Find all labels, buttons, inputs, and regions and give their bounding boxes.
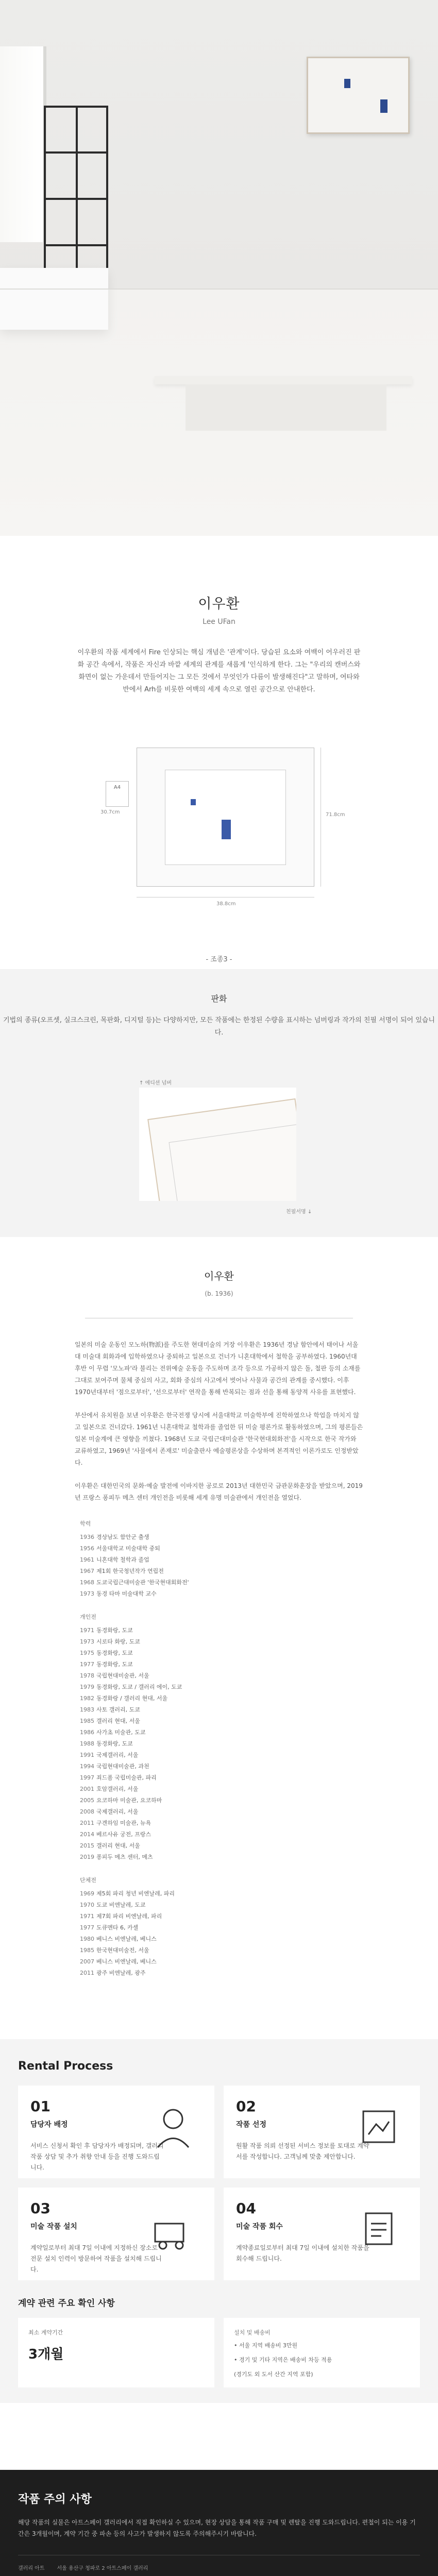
cv-year: 1968 (80, 1579, 94, 1586)
cv-row (80, 1728, 358, 1737)
cv-year: 2007 (80, 1958, 94, 1965)
profile-name: 이우환 (204, 1270, 234, 1282)
cv-text: 도큐멘타 6, 카셀 (96, 1924, 139, 1931)
min-period-box (18, 2318, 214, 2387)
detail-photo (139, 1088, 296, 1201)
cv-year: 1977 (80, 1661, 94, 1668)
cv-text: 시로타 화랑, 도쿄 (96, 1638, 140, 1645)
cv-text: 국립현대미술관, 과천 (96, 1763, 149, 1770)
size-diagram (0, 696, 438, 969)
min-period-value: 3개월 (28, 2347, 64, 2362)
step-number: 01 (30, 2098, 50, 2115)
step-icon (147, 2203, 199, 2255)
rental-title: Rental Process (18, 2060, 113, 2073)
cv-text: 퐁피두 메츠 센터, 메츠 (96, 1854, 153, 1860)
cv-text: 경상남도 함안군 출생 (96, 1534, 149, 1540)
cv-text: 동경화랑, 도쿄 (96, 1650, 133, 1656)
cv-year: 1977 (80, 1924, 94, 1931)
cv-text: 죄드폼 국립미술관, 파리 (96, 1774, 157, 1781)
cv-text: 호암갤러리, 서울 (96, 1786, 139, 1792)
step-number: 03 (30, 2200, 50, 2217)
cv-year: 1936 (80, 1534, 94, 1540)
blue-mark (191, 799, 196, 805)
window (0, 46, 46, 242)
sofa (0, 268, 108, 330)
cv-year: 1973 (80, 1590, 94, 1597)
cv-text: 도쿄국립근대미술관 '한국현대회화전' (96, 1579, 189, 1586)
profile-years: (b. 1936) (205, 1290, 233, 1297)
step-icon (353, 2203, 405, 2255)
cv-year: 1986 (80, 1729, 94, 1736)
cv-section-title: 개인전 (80, 1614, 96, 1620)
cv-row (80, 1705, 358, 1714)
cv-text: 사토 갤러리, 도쿄 (96, 1706, 140, 1713)
step-card (18, 2086, 214, 2178)
cv-year: 2014 (80, 1831, 94, 1838)
cv-year: 1980 (80, 1936, 94, 1942)
artist-description: 이우환의 작품 세계에서 Fire 인상되는 핵심 개념은 '관계'이다. 당습된 요소와 여백이 어우러진 판화 공간 속에서, 작품은 자신과 바깥 세계의 관계를 새롭게 '인식하게 한다. 그는 "우리의 캔버스와 화면이 없는 가운데서 만들어지는 그 모든 것에서 무엇인가 다름이 발생해진다"고 말하며, 여타와 반에서 Arh를 비롯한 여백의 세계 속으로 열린 공간으로 안내한다. (77, 649, 361, 693)
cv-year: 1994 (80, 1763, 94, 1770)
cv-year: 1983 (80, 1706, 94, 1713)
cv-year: 2008 (80, 1808, 94, 1815)
cv-year: 1985 (80, 1718, 94, 1724)
cv-text: 베니스 비엔날레, 베니스 (96, 1936, 157, 1942)
blue-mark (222, 820, 231, 839)
detail-text: 기법의 종류(오프셋, 실크스크린, 목판화, 디지털 등)는 다양하지만, 모든 작품에는 한정된 수량을 표시하는 넘버링과 작가의 친필 서명이 되어 있습니다. (3, 1016, 435, 1037)
artist-name: 이우환 (198, 596, 240, 612)
cv-year: 1991 (80, 1752, 94, 1758)
cv-row (80, 1785, 358, 1793)
cv-row (80, 1739, 358, 1748)
cv-row (80, 1544, 358, 1553)
cv-text: 갤러리 현대, 서울 (96, 1718, 140, 1724)
cv-row (80, 1969, 358, 1977)
step-desc: 원활 작품 의뢰 선정된 서비스 정보를 토대로 계약서를 작성합니다. 고객님께 맞춤 제안합니다. (236, 2142, 369, 2160)
cv-text: 제7회 파리 비엔날레, 파리 (96, 1913, 162, 1920)
inner-mat (165, 770, 286, 865)
cv-row (80, 1660, 358, 1669)
notice-title: 작품 주의 사항 (18, 2493, 92, 2506)
cv-row (80, 1626, 358, 1635)
cv-row (80, 1946, 358, 1955)
cv-year: 1971 (80, 1913, 94, 1920)
step-desc: 계약일로부터 최대 7일 이내에 지정하신 장소로 전문 설치 인력이 방문하여 작품을 설치해 드립니다. (30, 2244, 162, 2273)
cv-text: 국제갤러리, 서울 (96, 1808, 139, 1815)
cv-text: 동경화랑, 도쿄 (96, 1661, 133, 1668)
cv-row (80, 1819, 358, 1827)
cv-year: 1988 (80, 1740, 94, 1747)
cv-text: 도쿄 비엔날레, 도쿄 (96, 1902, 146, 1908)
cv-row (80, 1901, 358, 1909)
detail-heading: 판화 (211, 994, 227, 1004)
cv-row (80, 1853, 358, 1861)
cv-text: 동경 타마 미술대학 교수 (96, 1590, 157, 1597)
artwork-room-image (0, 0, 438, 536)
cv-row (80, 1649, 358, 1657)
bio-paragraph: 부산에서 유치원을 보낸 이우환은 한국전쟁 당시에 서울대학교 미술학부에 진학하였으나 학업을 마치지 않고 일본으로 건너갔다. 1961년 니혼대학교 철학과를 졸업한 뒤 미술 평론가로 활동하였으며, 그의 평론들은 일본 미술계에 큰 영향을 끼쳤다. 1968년 도쿄 국립근대미술관 '한국현대회화전'을 시작으로 한국 작가와 교류하였고, 1969년 '사물에서 존재로' 미술출판사 예술평론상을 수상하며 본격적인 이론가로도 인정받았다. (75, 1412, 363, 1466)
edition-label: ↑ 에디션 넘버 (139, 1080, 172, 1086)
cv-year: 2005 (80, 1797, 94, 1804)
rental-process (0, 2039, 438, 2403)
cv-row (80, 1578, 358, 1587)
step-title: 미술 작품 설치 (30, 2223, 77, 2231)
fee-line: (경기도 외 도서 산간 지역 포함) (234, 2371, 313, 2378)
cv-year: 1985 (80, 1947, 94, 1954)
cv-row (80, 1796, 358, 1805)
cv-text: 서울대학교 미술대학 중퇴 (96, 1545, 160, 1552)
cv-row (80, 1923, 358, 1932)
print-detail (0, 969, 438, 1237)
table (155, 376, 412, 384)
cv-text: 제5회 파리 청년 비엔날레, 파리 (96, 1890, 175, 1897)
cv-text: 갤러리 현대, 서울 (96, 1842, 140, 1849)
step-desc: 계약종료일로부터 최대 7일 이내에 설치한 작품을 회수해 드립니다. (236, 2244, 369, 2262)
cv-row (80, 1889, 358, 1898)
cv-row (80, 1694, 358, 1703)
cv-row (80, 1751, 358, 1759)
cv-year: 2015 (80, 1842, 94, 1849)
cv-section-title: 단체전 (80, 1877, 96, 1884)
cv-text: 사가초 미술관, 도쿄 (96, 1729, 146, 1736)
cv-row (80, 1935, 358, 1943)
cv-section-title: 학력 (80, 1520, 91, 1527)
cv-row (80, 1671, 358, 1680)
cv-row (80, 1957, 358, 1966)
cv-year: 2011 (80, 1970, 94, 1976)
cv-text: 베니스 비엔날레, 베니스 (96, 1958, 157, 1965)
cv-row (80, 1567, 358, 1575)
signature-label: 친필서명 ↓ (286, 1209, 312, 1215)
footer-text: 갤러리 아트 (18, 2566, 45, 2571)
cv-year: 1978 (80, 1672, 94, 1679)
cv-year: 1970 (80, 1902, 94, 1908)
cv-row (80, 1683, 358, 1691)
step-number: 02 (236, 2098, 256, 2115)
cv-row (80, 1807, 358, 1816)
a4-swatch: A4 (106, 781, 129, 807)
cv-text: 구겐하임 미술관, 뉴욕 (96, 1820, 151, 1826)
cv-year: 1975 (80, 1650, 94, 1656)
cv-text: 광주 비엔날레, 광주 (96, 1970, 146, 1976)
cv-year: 1971 (80, 1627, 94, 1634)
bookshelf (44, 106, 108, 294)
bio-paragraph: 이우환은 대한민국의 문화·예술 발전에 이바지한 공로로 2013년 대한민국 금관문화훈장을 받았으며, 2019년 프랑스 퐁피두 메츠 센터 개인전을 비롯해 세계 유명 미술관에서 개인전을 열었다. (75, 1482, 363, 1501)
artist-bio (75, 1339, 363, 1504)
cv-row (80, 1762, 358, 1771)
cv-row (80, 1717, 358, 1725)
framed-print (307, 57, 410, 134)
cv-year: 2011 (80, 1820, 94, 1826)
cv-text: 동경화랑, 도쿄 (96, 1740, 133, 1747)
cv-year: 2019 (80, 1854, 94, 1860)
cv-text: 국립현대미술관, 서울 (96, 1672, 149, 1679)
step-icon (147, 2101, 199, 2153)
cv-year: 1967 (80, 1568, 94, 1574)
step-title: 담당자 배정 (30, 2121, 68, 2129)
cv-year: 2001 (80, 1786, 94, 1792)
cv-text: 동경화랑, 도쿄 (96, 1627, 133, 1634)
cv-year: 1982 (80, 1695, 94, 1702)
cv-row (80, 1841, 358, 1850)
fee-line: • 경기 및 기타 지역은 배송비 차등 적용 (234, 2357, 332, 2363)
cv-year: 1973 (80, 1638, 94, 1645)
cv-text: 동경화랑, 도쿄 / 갤러리 에이, 도쿄 (96, 1684, 182, 1690)
step-card (224, 2086, 420, 2178)
artist-cv (80, 1519, 358, 1977)
cv-year: 1961 (80, 1556, 94, 1563)
cv-text: 한국현대미술전, 서울 (96, 1947, 149, 1954)
step-icon (353, 2101, 405, 2153)
fee-line: • 서울 지역 배송비 3만원 (234, 2342, 298, 2349)
cv-text: 요코하마 미술관, 요코하마 (96, 1797, 162, 1804)
cv-text: 베르사유 궁전, 프랑스 (96, 1831, 151, 1838)
cv-row (80, 1533, 358, 1541)
footer-text: 서울 용산구 청파로 2 아트스페이 갤러리 (57, 2566, 148, 2571)
notice-section (0, 2470, 438, 2576)
diagram-caption: - 조종3 - (206, 956, 232, 963)
side-label: 30.7cm (100, 809, 120, 815)
cv-row (80, 1637, 358, 1646)
fee-box (224, 2318, 420, 2387)
step-card (224, 2188, 420, 2280)
cv-row (80, 1773, 358, 1782)
cv-year: 1997 (80, 1774, 94, 1781)
step-title: 작품 선정 (236, 2121, 266, 2129)
cv-row (80, 1912, 358, 1921)
step-desc: 서비스 신청서 확인 후 담당자가 배정되며, 갤러리 작품 상담 및 추가 취향 안내 등을 진행 도와드립니다. (30, 2142, 164, 2171)
bio-paragraph: 일본의 미술 운동인 모노하(物派)를 주도한 현대미술의 거장 이우환은 1936년 경남 함안에서 태어나 서울대 미술대 회화과에 입학하였으나 중퇴하고 일본으로 건너가 니혼대학에서 철학을 공부하였다. 1960년대 후반 이 무렵 '모노파'라 불리는 전위예술 운동을 주도하며 조각 등으로 가공하지 않은 돌, 철판 등의 소재를 그대로 보여주며 물체 중심의 사고, 회화 중심의 사고에서 벗어나 사물과 공간의 관계를 중시했다. 이후 1970년대부터 '점으로부터', '선으로부터' 연작을 통해 반복되는 점과 선을 통해 동양적 사유를 표현했다. (75, 1341, 361, 1396)
cv-year: 1956 (80, 1545, 94, 1552)
contract-title: 계약 관련 주요 확인 사항 (18, 2298, 115, 2309)
notice-text: 해당 작품의 실물은 아트스페이 갤러리에서 직접 확인하실 수 있으며, 현장 상담을 통해 작품 구매 및 렌탈을 진행 도와드립니다. 편철이 되는 이용 기간은 3개월이며, 계약 기간 중 파손 등의 사고가 발생하지 않도록 주의해주시기 바랍니다. (18, 2519, 416, 2537)
cv-text: 제1회 한국청년작가 연립전 (96, 1568, 164, 1574)
cv-text: 동경화랑 / 갤러리 현대, 서울 (96, 1695, 168, 1702)
artist-name-en: Lee UFan (203, 618, 235, 626)
width-label: 38.8cm (216, 901, 236, 907)
cv-year: 1969 (80, 1890, 94, 1897)
fee-label: 설치 및 배송비 (234, 2329, 271, 2336)
min-period-label: 최소 계약기간 (28, 2329, 63, 2336)
cv-row (80, 1589, 358, 1598)
step-card (18, 2188, 214, 2280)
step-title: 미술 작품 회수 (236, 2223, 283, 2231)
cv-row (80, 1555, 358, 1564)
height-label: 71.8cm (326, 812, 345, 818)
cv-text: 니혼대학 철학과 졸업 (96, 1556, 149, 1563)
cv-row (80, 1830, 358, 1839)
step-number: 04 (236, 2200, 256, 2217)
cv-text: 국제갤러리, 서울 (96, 1752, 139, 1758)
cv-year: 1979 (80, 1684, 94, 1690)
